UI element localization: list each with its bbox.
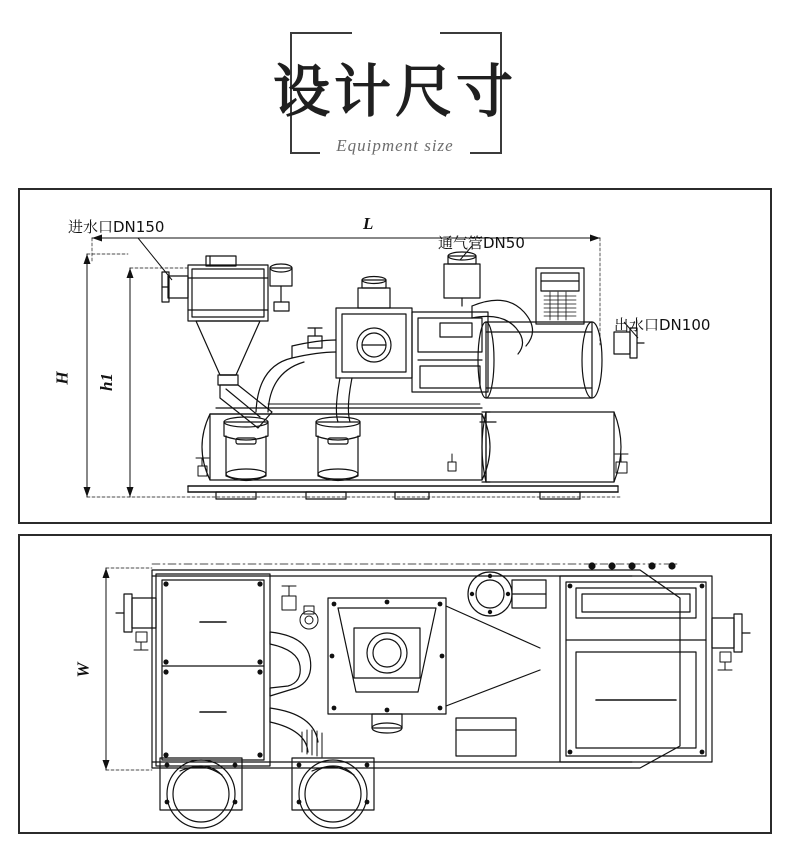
- label-vent-pipe: 通气管DN50: [438, 234, 525, 252]
- dimension-sub-height: h1: [96, 373, 116, 391]
- top-view-svg: [20, 536, 770, 832]
- page-title: 设计尺寸: [273, 59, 517, 125]
- title-block: [0, 18, 790, 168]
- label-inlet: 进水口DN150: [68, 218, 165, 236]
- dimension-length: L: [363, 214, 374, 233]
- title-frame-gap-top: [352, 26, 440, 42]
- dimension-height: H: [52, 371, 72, 385]
- page-subtitle: Equipment size: [322, 136, 467, 156]
- front-view-leaders: [20, 190, 770, 522]
- top-view-panel: [18, 534, 772, 834]
- dimension-width: W: [73, 662, 93, 678]
- front-view-panel: [18, 188, 772, 524]
- page-subtitle-wrap: [0, 136, 790, 156]
- label-outlet: 出水口DN100: [614, 316, 711, 334]
